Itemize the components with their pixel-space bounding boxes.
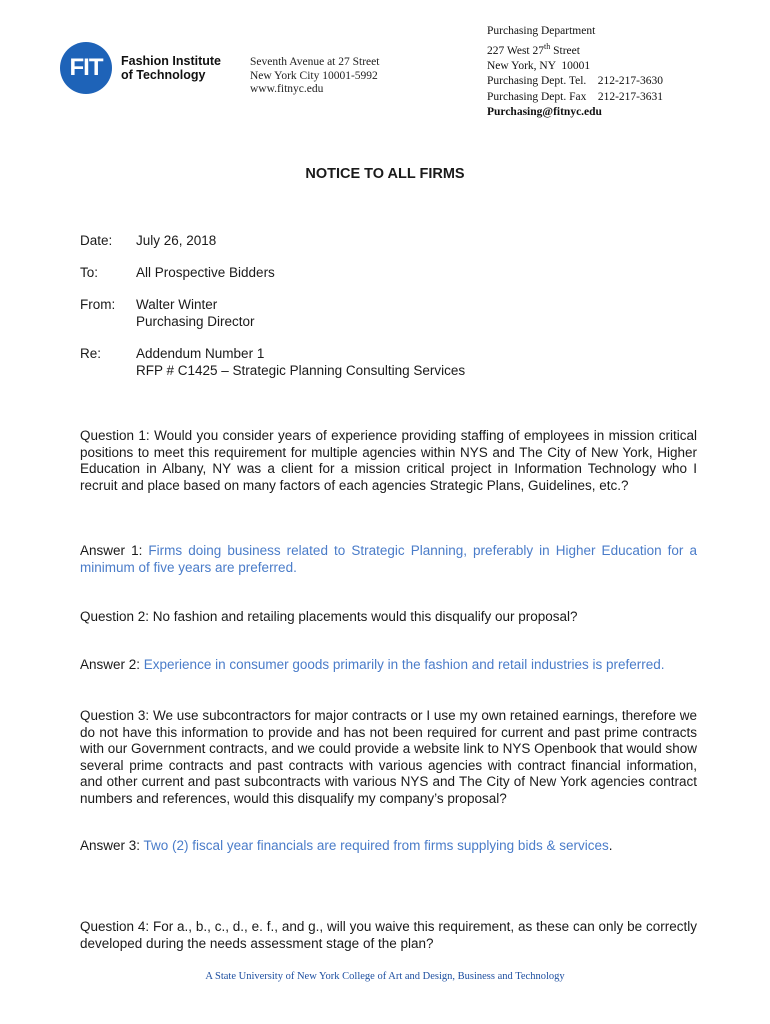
address-street: Seventh Avenue at 27 Street (250, 56, 380, 68)
re-label: Re: (80, 346, 102, 361)
re-line1: Addendum Number 1 (136, 346, 265, 361)
institution-name-line2: of Technology (121, 68, 206, 82)
department-fax (487, 90, 663, 105)
answer-3 (80, 838, 697, 855)
memo-header (80, 232, 465, 394)
fit-logo-mark: FIT (60, 42, 112, 94)
question-4: Question 4: For a., b., c., d., e. f., and g., will you waive this requirement, as these can only be correctly developed during the needs assessment stage of the plan? (80, 919, 697, 951)
department-email[interactable]: Purchasing@fitnyc.edu (487, 105, 602, 118)
date-label: Date: (80, 233, 113, 248)
fit-logo (60, 42, 221, 94)
date-value: July 26, 2018 (136, 233, 217, 248)
answer-1 (80, 543, 697, 576)
from-label: From: (80, 297, 116, 312)
memo-from-row (80, 296, 465, 330)
department-street (487, 39, 663, 59)
fax-label: Purchasing Dept. Fax (487, 90, 587, 103)
answer-3-label: Answer 3: (80, 838, 144, 853)
question-1: Question 1: Would you consider years of experience providing staffing of employees in mission critical positions to meet this requirement for multiple agencies within NYS and The City of New York, Higher Education in Albany, NY was a client for a mission critical project in Information Technology who I recruit and place based on many factors of each agencies Strategic Plans, Guidelines, etc.? (80, 428, 697, 493)
from-name: Walter Winter (136, 297, 218, 312)
answer-3-period: . (608, 838, 613, 853)
institution-name-line1: Fashion Institute (121, 54, 221, 68)
address-city: New York City 10001-5992 (250, 69, 378, 82)
tel-label: Purchasing Dept. Tel. (487, 75, 587, 88)
answer-2-text: Experience in consumer goods primarily in the fashion and retail industries is preferred. (143, 657, 665, 672)
institution-address (250, 56, 379, 97)
memo-to-row (80, 264, 465, 281)
answer-1-label: Answer 1: (80, 543, 149, 558)
answer-3-text: Two (2) fiscal year financials are required from firms supplying bids & services (143, 838, 609, 853)
address-website: www.fitnyc.edu (250, 83, 324, 95)
purchasing-contact (487, 24, 663, 120)
street-name: Street (550, 45, 580, 58)
memo-date-row (80, 232, 465, 249)
question-2: Question 2: No fashion and retailing placements would this disqualify our proposal? (80, 609, 578, 624)
page-footer: A State University of New York College of Art and Design, Business and Technology (205, 971, 565, 982)
memo-re-row (80, 345, 465, 379)
from-value (136, 296, 255, 330)
street-suffix: th (544, 42, 551, 52)
department-city: New York, NY 10001 (487, 60, 591, 73)
department-name: Purchasing Department (487, 25, 596, 37)
re-line2: RFP # C1425 – Strategic Planning Consulting Services (136, 363, 466, 378)
fax-number: 212-217-3631 (597, 90, 664, 103)
street-number: 227 West 27 (487, 45, 545, 58)
notice-title: NOTICE TO ALL FIRMS (305, 166, 465, 182)
to-value: All Prospective Bidders (136, 265, 275, 280)
department-tel (487, 74, 663, 89)
question-3: Question 3: We use subcontractors for major contracts or I use my own retained earnings, therefore we do not have this information to provide and has not been required for current and past prime contracts with our Government contracts, and we could provide a website link to NYS Openbook that would show several prime contracts and past contracts with various agencies with contract financial information, and other current and past subcontracts with various NYS and The City of New York agencies contract numbers and references, would this disqualify my company’s proposal? (80, 708, 697, 806)
tel-number: 212-217-3630 (597, 75, 663, 88)
to-label: To: (80, 265, 99, 280)
institution-name (121, 54, 221, 82)
answer-2 (80, 657, 697, 674)
re-value (136, 345, 465, 379)
answer-1-text: Firms doing business related to Strategic Planning, preferably in Higher Education for a minimum of five years are preferred. (80, 543, 698, 575)
from-title: Purchasing Director (136, 314, 255, 329)
answer-2-label: Answer 2: (80, 657, 144, 672)
